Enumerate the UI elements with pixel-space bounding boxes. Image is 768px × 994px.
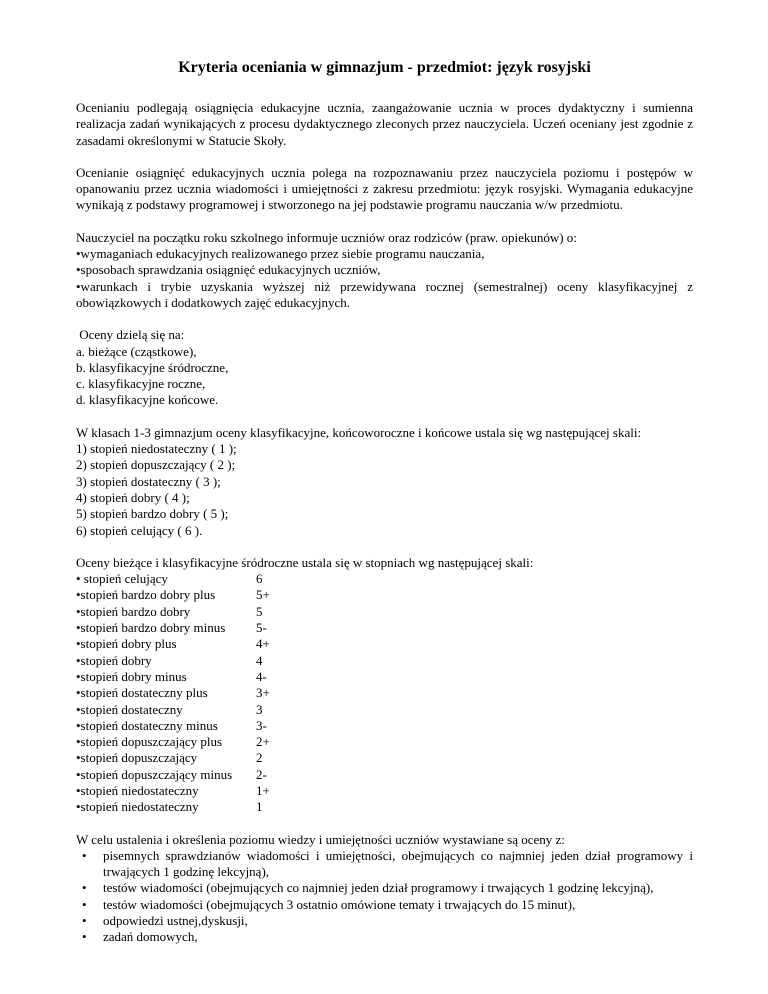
final-scale-item: 1) stopień niedostateczny ( 1 ); <box>76 441 237 457</box>
grade-label: •stopień dobry <box>76 652 152 668</box>
grade-value: 3 <box>256 701 263 717</box>
grade-row <box>76 750 693 766</box>
bullet-icon: • <box>82 847 87 863</box>
grade-row <box>76 767 693 783</box>
list-item <box>76 913 693 929</box>
final-scale-item: 4) stopień dobry ( 4 ); <box>76 489 190 505</box>
grade-value: 3- <box>256 717 267 733</box>
grade-type-item: c. klasyfikacyjne roczne, <box>76 376 206 392</box>
list-item <box>76 897 693 913</box>
grade-row <box>76 734 693 750</box>
grade-value: 5 <box>256 603 263 619</box>
grade-types-section <box>76 327 693 408</box>
current-scale-lead: Oceny bieżące i klasyfikacyjne śródroczne ustala się w stopniach wg następującej skali: <box>76 554 534 570</box>
list-item <box>76 880 693 896</box>
intro-paragraph-2: Ocenianie osiągnięć edukacyjnych ucznia polega na rozpoznawaniu przez nauczyciela poziomu i postępów w opanowaniu przez ucznia wiadomości i umiejętności z zakresu przedmiotu: język rosyjski. Wymagania edukacyjne wynikają z podstawy programowej i stworzonego na jej podstawie programu nauczania w/w przedmiotu. <box>76 164 693 213</box>
bullet-icon: • <box>82 896 87 912</box>
method-text: testów wiadomości (obejmujących 3 ostatnio omówione tematy i trwających do 15 minut), <box>103 896 576 912</box>
grade-value: 2- <box>256 766 267 782</box>
grade-label: •stopień dostateczny <box>76 701 183 717</box>
grade-value: 1+ <box>256 782 270 798</box>
document-page <box>76 58 693 946</box>
grade-label: •stopień bardzo dobry <box>76 603 191 619</box>
grade-type-item: b. klasyfikacyjne śródroczne, <box>76 359 229 375</box>
method-text: pisemnych sprawdzianów wiadomości i umiejętności, obejmujących co najmniej jeden dział programowy i trwających 1 godzinę lekcyjną), <box>103 847 693 880</box>
grade-label: •stopień dostateczny minus <box>76 717 218 733</box>
page-title: Kryteria oceniania w gimnazjum - przedmiot: język rosyjski <box>178 59 591 76</box>
teacher-info-section <box>76 230 693 311</box>
bullet-icon: • <box>82 880 87 896</box>
list-item <box>76 929 693 945</box>
grade-row <box>76 783 693 799</box>
methods-section <box>76 832 693 946</box>
teacher-info-item: •wymaganiach edukacyjnych realizowanego przez siebie programu nauczania, <box>76 246 485 262</box>
grade-row <box>76 685 693 701</box>
grade-label: •stopień dopuszczający minus <box>76 766 233 782</box>
grade-value: 2 <box>256 750 263 766</box>
grade-row <box>76 799 693 815</box>
grade-value: 1 <box>256 799 263 815</box>
methods-list <box>76 848 693 946</box>
grade-label: •stopień dobry plus <box>76 636 177 652</box>
grade-row <box>76 587 693 603</box>
grade-row <box>76 702 693 718</box>
teacher-info-lead: Nauczyciel na początku roku szkolnego informuje uczniów oraz rodziców (praw. opiekunów) o: <box>76 229 577 245</box>
grade-row <box>76 604 693 620</box>
list-item <box>76 848 693 881</box>
final-scale-item: 6) stopień celujący ( 6 ). <box>76 522 203 538</box>
grade-row <box>76 669 693 685</box>
grade-value: 5- <box>256 620 267 636</box>
final-scale-item: 5) stopień bardzo dobry ( 5 ); <box>76 506 229 522</box>
bullet-icon: • <box>82 929 87 945</box>
grade-label: •stopień niedostateczny <box>76 782 199 798</box>
grade-label: •stopień bardzo dobry minus <box>76 620 226 636</box>
grade-value: 4 <box>256 652 263 668</box>
grade-label: •stopień dostateczny plus <box>76 685 208 701</box>
grade-row <box>76 636 693 652</box>
grade-row <box>76 653 693 669</box>
grade-value: 4- <box>256 668 267 684</box>
grade-type-item: a. bieżące (cząstkowe), <box>76 343 197 359</box>
grade-value: 2+ <box>256 734 270 750</box>
grade-label: •stopień dopuszczający <box>76 750 198 766</box>
grade-value: 4+ <box>256 636 270 652</box>
grade-row <box>76 718 693 734</box>
final-scale-section <box>76 425 693 539</box>
method-text: testów wiadomości (obejmujących co najmniej jeden dział programowy i trwających 1 godzinę lekcyjną), <box>103 880 654 896</box>
bullet-icon: • <box>82 913 87 929</box>
grade-value: 3+ <box>256 685 270 701</box>
methods-lead: W celu ustalenia i określenia poziomu wiedzy i umiejętności uczniów wystawiane są oceny z: <box>76 831 565 847</box>
current-scale-section <box>76 555 693 816</box>
grade-label: •stopień dobry minus <box>76 668 187 684</box>
method-text: odpowiedzi ustnej,dyskusji, <box>103 913 248 929</box>
grade-row <box>76 571 693 587</box>
grade-row <box>76 620 693 636</box>
grade-label: •stopień bardzo dobry plus <box>76 587 216 603</box>
final-scale-item: 3) stopień dostateczny ( 3 ); <box>76 473 221 489</box>
grade-value: 5+ <box>256 587 270 603</box>
method-text: zadań domowych, <box>103 929 198 945</box>
grade-types-lead: Oceny dzielą się na: <box>76 327 185 343</box>
teacher-info-item: •sposobach sprawdzania osiągnięć edukacyjnych uczniów, <box>76 262 381 278</box>
final-scale-lead: W klasach 1-3 gimnazjum oceny klasyfikacyjne, końcoworoczne i końcowe ustala się wg następującej skali: <box>76 424 642 440</box>
intro-paragraph-1: Ocenianiu podlegają osiągnięcia edukacyjne ucznia, zaangażowanie ucznia w proces dydaktyczny i sumienna realizacja zadań wynikających z procesu dydaktycznego zleconych przez nauczyciela. Uczeń oceniany jest zgodnie z zasadami określonymi w Statucie Skoły. <box>76 100 693 148</box>
grade-label: • stopień celujący <box>76 571 168 587</box>
grade-label: •stopień niedostateczny <box>76 799 199 815</box>
grade-label: •stopień dopuszczający plus <box>76 734 223 750</box>
teacher-info-item: •warunkach i trybie uzyskania wyższej niż przewidywana rocznej (semestralnej) oceny klasyfikacyjnej z obowiązkowych i dodatkowych zajęć edukacyjnych. <box>76 278 693 310</box>
grade-type-item: d. klasyfikacyjne końcowe. <box>76 392 219 408</box>
grade-value: 6 <box>256 571 263 587</box>
final-scale-item: 2) stopień dopuszczający ( 2 ); <box>76 457 236 473</box>
